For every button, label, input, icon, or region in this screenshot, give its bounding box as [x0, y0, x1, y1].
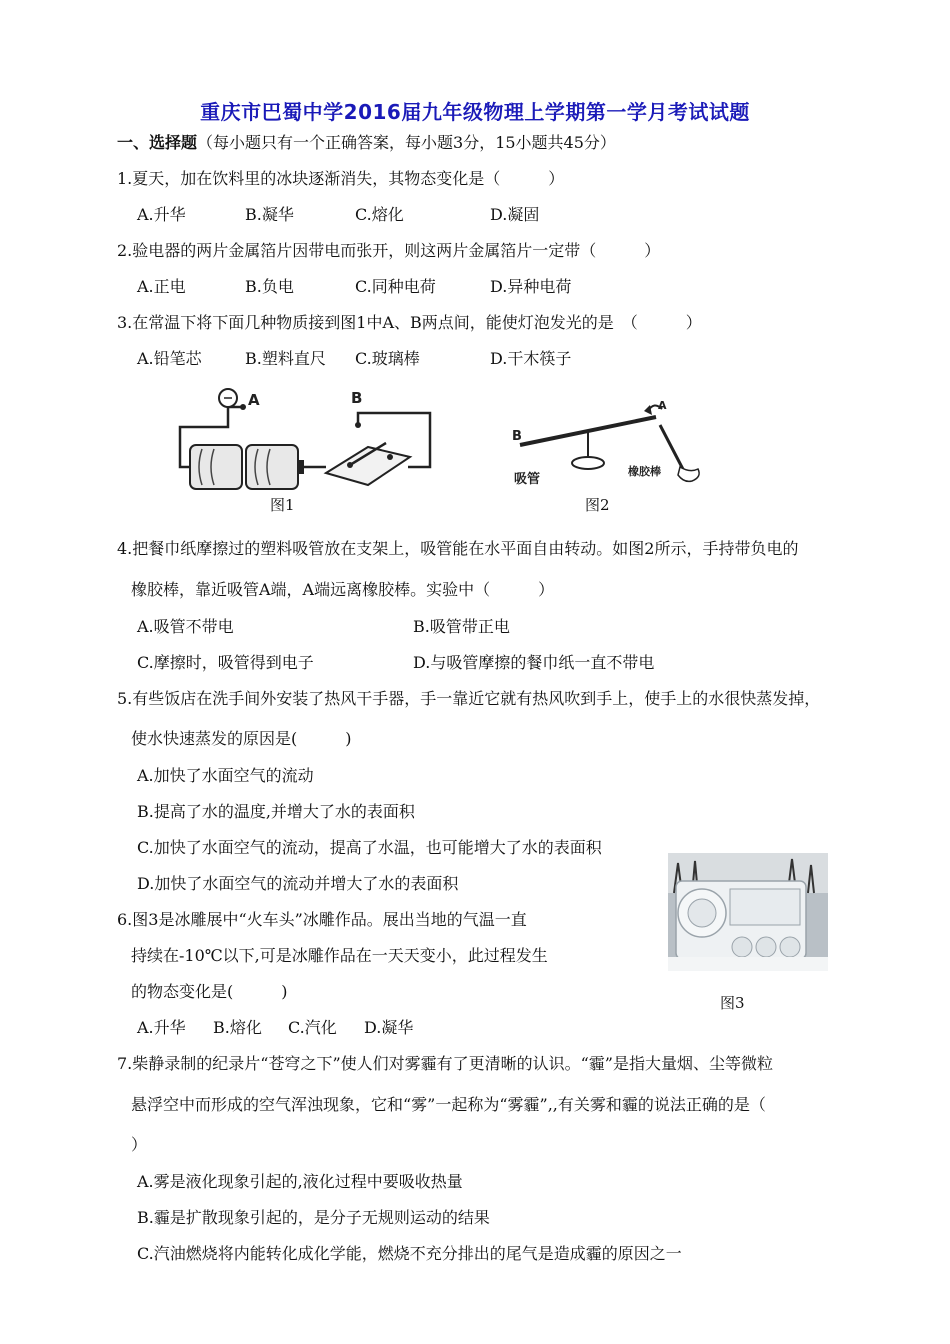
q1-option-b: B.凝华: [245, 205, 294, 224]
q2-option-b: B.负电: [245, 277, 294, 296]
fig2-label-b: B: [512, 429, 522, 444]
question-7-stem-line-3: ）: [131, 1135, 148, 1154]
q5-option-a: A.加快了水面空气的流动: [137, 766, 314, 785]
fig1-label-a: A: [248, 391, 260, 409]
section-header: [117, 133, 616, 153]
q7-option-b: B.霾是扩散现象引起的，是分子无规则运动的结果: [137, 1208, 490, 1227]
fig2-straw-label: 吸管: [514, 472, 541, 487]
figure-1-caption: 图1: [270, 496, 295, 514]
q3-option-a: A.铅笔芯: [137, 349, 202, 368]
question-2-stem: 2.验电器的两片金属箔片因带电而张开，则这两片金属箔片一定带（ ）: [117, 241, 661, 260]
q6-option-d: D.凝华: [364, 1018, 414, 1037]
q6-option-a: A.升华: [137, 1018, 186, 1037]
q3-option-b: B.塑料直尺: [245, 349, 326, 368]
q4-option-a: A.吸管不带电: [137, 617, 234, 636]
figure-3-photo: [668, 853, 828, 971]
q2-option-d: D.异种电荷: [490, 277, 572, 296]
question-5-stem-line-2: 使水快速蒸发的原因是( ): [131, 729, 352, 748]
q1-option-a: A.升华: [137, 205, 186, 224]
q4-option-d: D.与吸管摩擦的餐巾纸一直不带电: [413, 653, 655, 672]
q7-option-a: A.雾是液化现象引起的,液化过程中要吸收热量: [137, 1172, 463, 1191]
q4-option-c: C.摩擦时，吸管得到电子: [137, 653, 314, 672]
question-6-stem-line-1: 6.图3是冰雕展中“火车头”冰雕作品。展出当地的气温一直: [117, 910, 527, 929]
q5-option-b: B.提高了水的温度,并增大了水的表面积: [137, 802, 415, 821]
figure-3-caption: 图3: [720, 994, 745, 1012]
q5-option-c: C.加快了水面空气的流动，提高了水温，也可能增大了水的表面积: [137, 838, 602, 857]
q1-option-c: C.熔化: [355, 205, 404, 224]
question-5-stem-line-1: 5.有些饭店在洗手间外安装了热风干手器，手一靠近它就有热风吹到手上，使手上的水很快蒸发掉，: [117, 689, 821, 708]
q6-option-c: C.汽化: [288, 1018, 337, 1037]
q4-option-b: B.吸管带正电: [413, 617, 510, 636]
figure-1-circuit: [168, 385, 448, 515]
q6-option-b: B.熔化: [213, 1018, 262, 1037]
q1-option-d: D.凝固: [490, 205, 540, 224]
q3-option-d: D.干木筷子: [490, 349, 572, 368]
question-4-stem-line-2: 橡胶棒，靠近吸管A端，A端远离橡胶棒。实验中（ ）: [131, 580, 555, 599]
figure-2-straw: [508, 395, 708, 505]
q2-option-c: C.同种电荷: [355, 277, 436, 296]
q2-option-a: A.正电: [137, 277, 186, 296]
question-7-stem-line-2: 悬浮空中而形成的空气浑浊现象，它和“雾”一起称为“雾霾”,,有关雾和霾的说法正确的是（: [131, 1095, 766, 1114]
section-note: （每小题只有一个正确答案，每小题3分，15小题共45分）: [197, 133, 616, 152]
question-6-stem-line-2: 持续在-10℃以下,可是冰雕作品在一天天变小，此过程发生: [131, 946, 548, 965]
q3-option-c: C.玻璃棒: [355, 349, 420, 368]
question-3-stem: 3.在常温下将下面几种物质接到图1中A、B两点间，能使灯泡发光的是 （ ）: [117, 313, 702, 332]
question-7-stem-line-1: 7.柴静录制的纪录片“苍穹之下”使人们对雾霾有了更清晰的认识。“霾”是指大量烟、尘等微粒: [117, 1054, 773, 1073]
fig1-label-b: B: [351, 389, 363, 407]
q7-option-c: C.汽油燃烧将内能转化成化学能，燃烧不充分排出的尾气是造成霾的原因之一: [137, 1244, 682, 1263]
figure-2-caption: 图2: [585, 496, 610, 514]
circuit-diagram: [168, 385, 448, 515]
section-heading: 一、选择题: [117, 133, 198, 152]
page-title: 重庆市巴蜀中学2016届九年级物理上学期第一学月考试试题: [200, 100, 750, 124]
fig2-rod-label: 橡胶棒: [628, 465, 661, 478]
question-4-stem-line-1: 4.把餐巾纸摩擦过的塑料吸管放在支架上，吸管能在水平面自由转动。如图2所示，手持带负电的: [117, 539, 799, 558]
ice-sculpture-image: [668, 853, 828, 971]
straw-diagram: [508, 395, 708, 505]
question-1-stem: 1.夏天，加在饮料里的冰块逐渐消失，其物态变化是（ ）: [117, 169, 565, 188]
q5-option-d: D.加快了水面空气的流动并增大了水的表面积: [137, 874, 459, 893]
fig2-label-a: A: [658, 399, 667, 412]
question-6-stem-line-3: 的物态变化是( ): [131, 982, 288, 1001]
